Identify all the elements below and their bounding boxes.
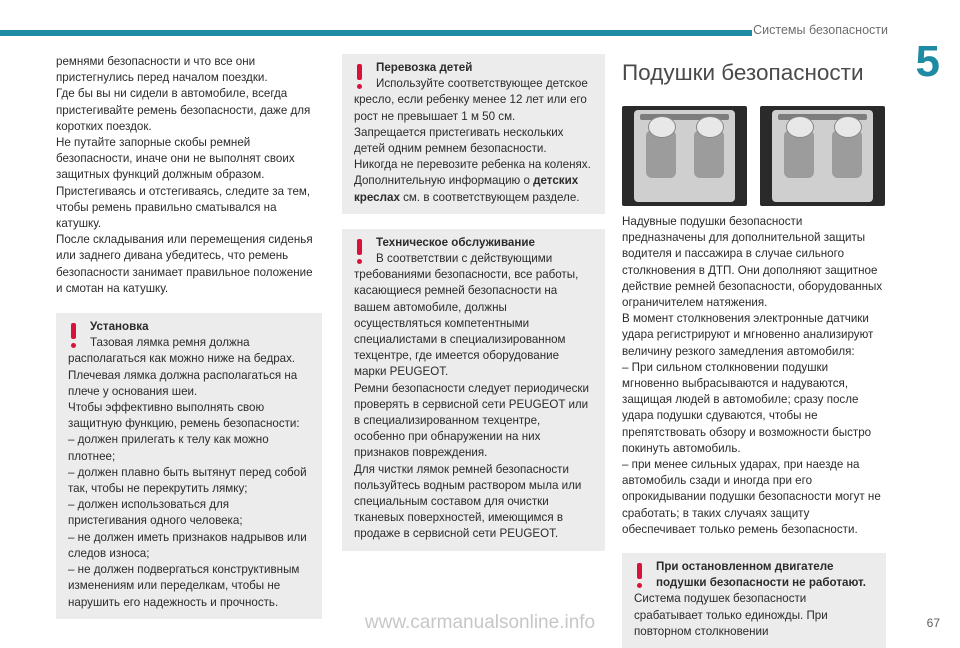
section-header-title: Системы безопасности bbox=[753, 23, 888, 37]
warning-box-lead: Используйте соответствующее детское bbox=[376, 77, 588, 91]
warning-box-title: Установка bbox=[90, 320, 149, 334]
warning-box-line: располагаться как можно ниже на бедрах. bbox=[68, 352, 296, 366]
paragraph: Надувные подушки безопасности предназначены для дополнительной защиты водителя и пассажира в случае сильного столкновения в ДТП. Они дополняют защитное действие ремней безопасности, оборудованных ограничителем натяжения. bbox=[622, 215, 883, 310]
header-accent-bar bbox=[0, 30, 752, 36]
warning-box-line: – должен плавно быть вытянут перед собой так, чтобы не перекрутить лямку; bbox=[68, 465, 307, 496]
paragraph: – При сильном столкновении подушки мгновенно выбрасываются и надуваются, защищая людей в автомобиле; сразу после удара подушки сдуваются, чтобы не препятствовать обзору и возможности быстро покинуть автомобиль. bbox=[622, 360, 872, 455]
warning-box-line: – не должен иметь признаков надрывов или следов износа; bbox=[68, 530, 307, 560]
paragraph: Не путайте запорные скобы ремней безопасности, иначе они не выполнят своих защитных функций должным образом. bbox=[56, 136, 295, 182]
warning-box-line: кресло, если ребенку менее 12 лет или его рост не превышает 1 м 50 см. bbox=[354, 93, 587, 123]
warning-box-lead: Тазовая лямка ремня должна bbox=[90, 336, 250, 350]
warning-box-title: Перевозка детей bbox=[376, 61, 473, 74]
warning-icon bbox=[356, 239, 363, 265]
warning-box-line: – должен прилегать к телу как можно плотнее; bbox=[68, 433, 269, 463]
warning-box-line bbox=[354, 173, 593, 205]
warning-box-line: Ремни безопасности следует периодически проверять в сервисной сети PEUGEOT или в специализированном техцентре, особенно при обнаружении на них признаков повреждения. bbox=[354, 381, 589, 460]
warning-box-line: Для чистки лямок ремней безопасности пользуйтесь водным раствором мыла или специальным составом для очистки тканевых поверхностей, имеющимся в продаже в сервисной сети PEUGEOT. bbox=[354, 462, 582, 541]
warning-icon bbox=[70, 323, 77, 349]
watermark-url: www.carmanualsonline.info bbox=[364, 612, 596, 633]
section-title: Подушки безопасности bbox=[622, 60, 864, 85]
paragraph: После складывания или перемещения сиденья или заднего дивана убедитесь, что ремень безопасности занимает правильное положение и смотан на катушку. bbox=[56, 233, 313, 295]
paragraph: ремнями безопасности и что все они пристегнулись перед началом поездки. bbox=[56, 55, 268, 85]
column-3 bbox=[622, 54, 886, 648]
warning-box-line: Плечевая лямка должна располагаться на плече у основания шеи. bbox=[68, 368, 298, 398]
child-seats-link-text: детских креслах bbox=[354, 174, 579, 204]
warning-box-line: Никогда не перевозите ребенка на коленях. bbox=[354, 158, 591, 172]
van-cabin-image bbox=[622, 106, 747, 206]
airbag-illustration bbox=[622, 106, 886, 206]
paragraph: В момент столкновения электронные датчики удара регистрируют и мгновенно анализируют величину резкого замедления автомобиля: bbox=[622, 312, 874, 358]
chapter-number: 5 bbox=[915, 37, 940, 86]
page-number: 67 bbox=[926, 616, 940, 630]
paragraph: Пристегиваясь и отстегиваясь, следите за тем, чтобы ремень правильно сматывался на катушку. bbox=[56, 184, 311, 231]
warning-icon bbox=[636, 563, 643, 589]
warning-box-lead: В соответствии с действующими bbox=[376, 252, 553, 266]
text-prefix: Дополнительную информацию о bbox=[354, 174, 534, 188]
column-1 bbox=[56, 54, 322, 619]
warning-box-line: требованиями безопасности, все работы, касающиеся ремней безопасности на вашем автомобиле, должны осуществляться компетентными специалистами в специализированном техцентре, где имеется оборудование марки PEUGEOT. bbox=[354, 268, 579, 379]
warning-box-line: Чтобы эффективно выполнять свою защитную функцию, ремень безопасности: bbox=[68, 401, 300, 431]
van-cabin-image bbox=[760, 106, 885, 206]
column-2 bbox=[342, 54, 605, 551]
warning-box-line: – не должен подвергаться конструктивным изменениям или переделкам, чтобы не нарушить его надежность и прочность. bbox=[68, 563, 300, 609]
warning-box-title: Техническое обслуживание bbox=[376, 235, 535, 249]
warning-box-maintenance bbox=[342, 229, 605, 551]
warning-box-title: При остановленном двигателе подушки безопасности не работают. bbox=[656, 560, 866, 590]
paragraph: Где бы вы ни сидели в автомобиле, всегда пристегивайте ремень безопасности, даже для коротких поездок. bbox=[56, 87, 311, 133]
warning-box-line: – должен использоваться для пристегивания одного человека; bbox=[68, 498, 243, 528]
warning-icon bbox=[356, 64, 363, 90]
text-suffix: см. в соответствующем разделе. bbox=[399, 190, 580, 204]
warning-box-line: Запрещается пристегивать нескольких детей одним ремнем безопасности. bbox=[354, 125, 564, 156]
paragraph: – при менее сильных ударах, при наезде на автомобиль сзади и иногда при его опрокидывании подушки безопасности могут не сработать; в таких случаях защиту обеспечивает только ремень безопасности. bbox=[622, 458, 881, 536]
warning-box-child-transport bbox=[342, 54, 605, 214]
warning-box-text: Система подушек безопасности срабатывает только единожды. При повторном столкновении bbox=[634, 592, 828, 638]
warning-box-installation bbox=[56, 313, 322, 619]
